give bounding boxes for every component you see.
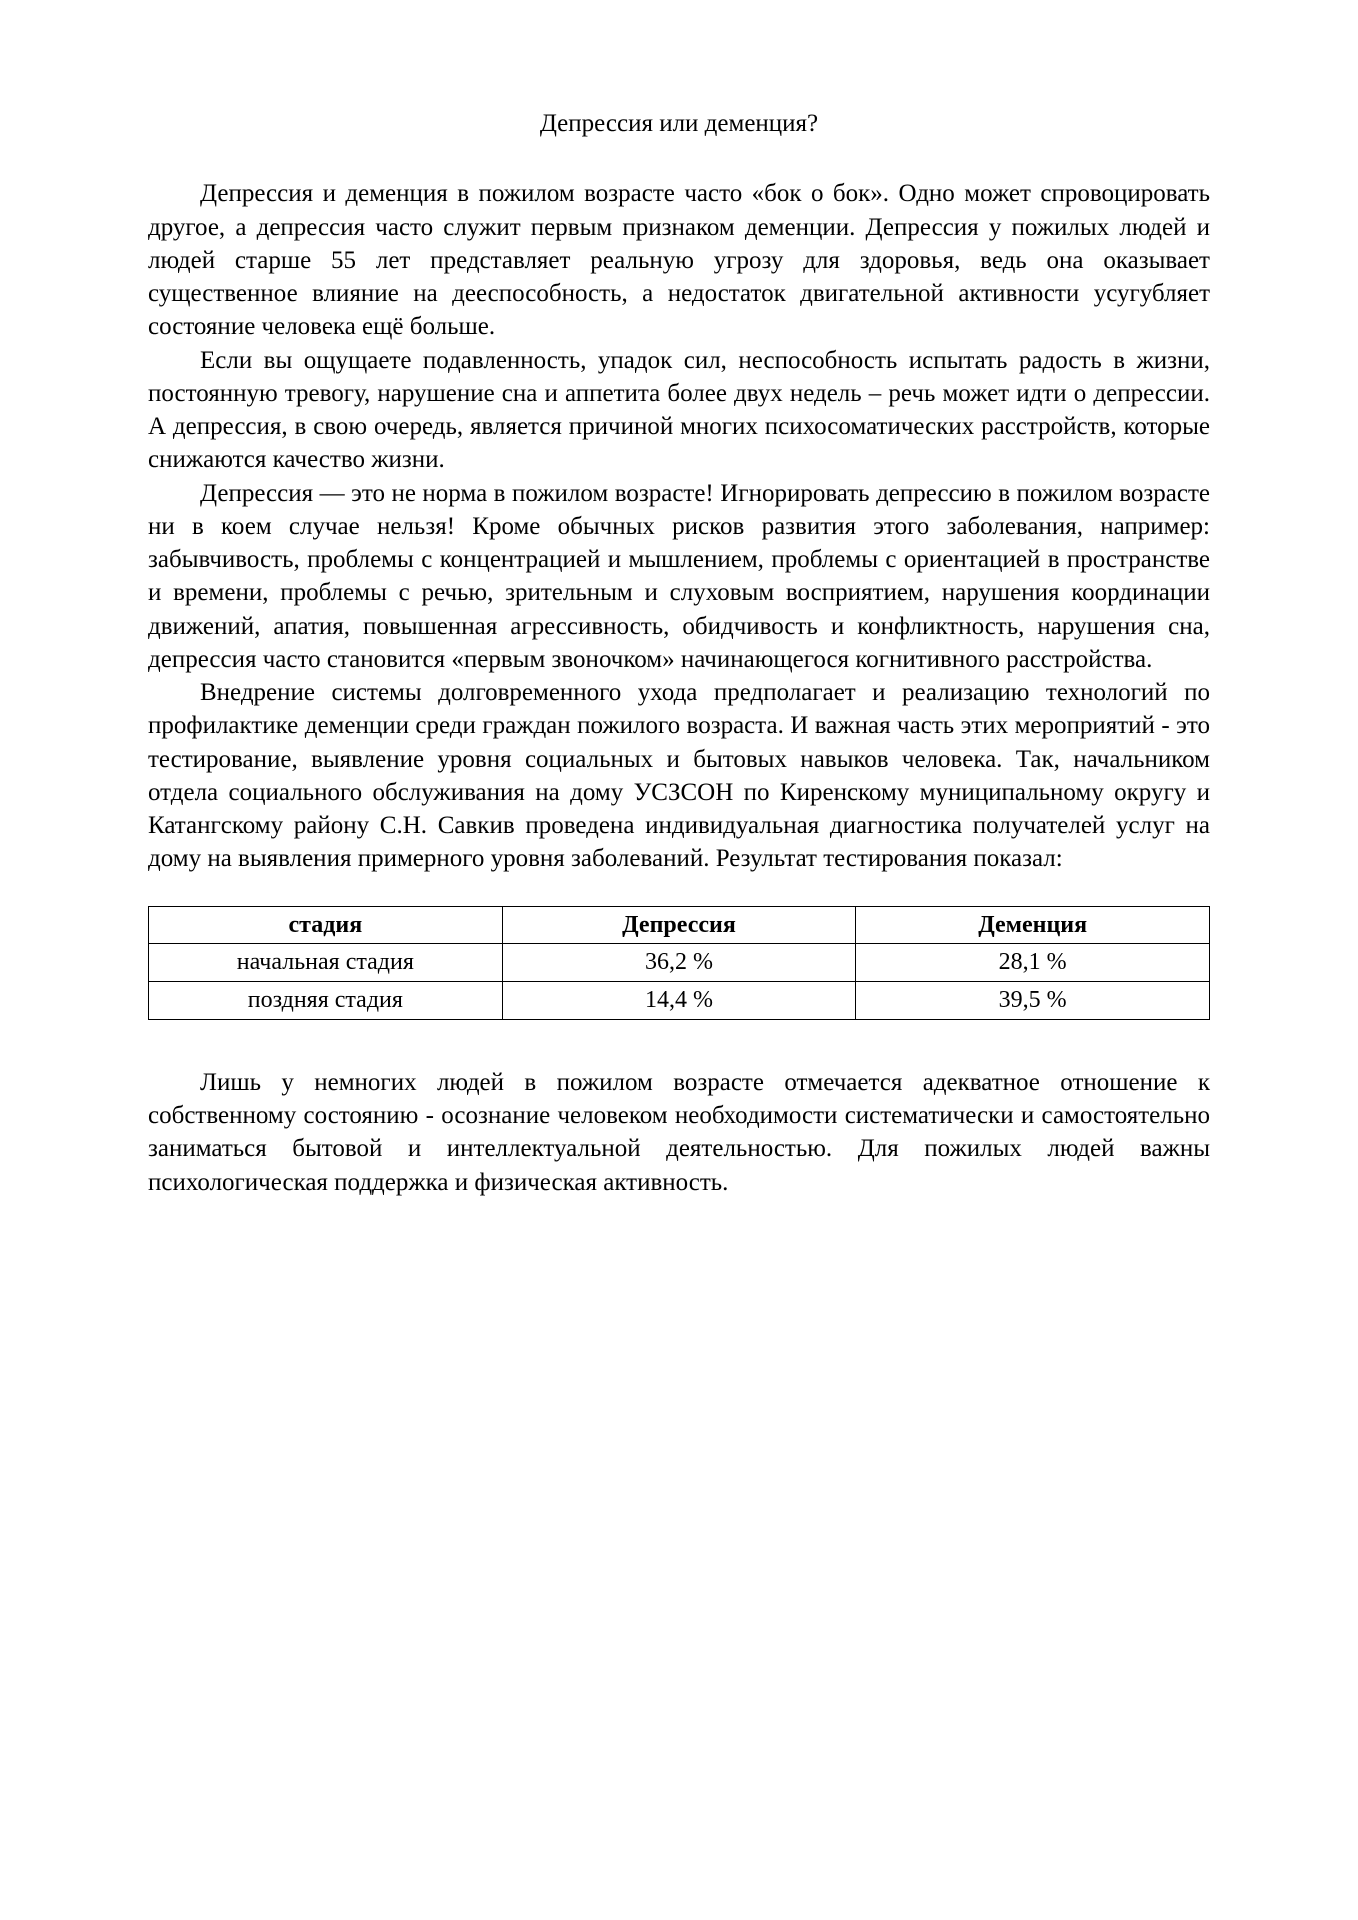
paragraph-2: Если вы ощущаете подавленность, упадок сил, неспособность испытать радость в жизни, постоянную тревогу, нарушение сна и аппетита более двух недель – речь может идти о депрессии. А депрессия, в свою очередь, является причиной многих психосоматических расстройств, которые снижаются качество жизни. bbox=[148, 346, 1210, 474]
table-header-row bbox=[149, 906, 1210, 944]
paragraph-1: Депрессия и деменция в пожилом возрасте часто «бок о бок». Одно может спровоцировать другое, а депрессия часто служит первым признаком деменции. Депрессия у пожилых людей и людей старше 55 лет представляет реальную угрозу для здоровья, ведь она оказывает существенное влияние на дееспособность, а недостаток двигательной активности усугубляет состояние человека ещё больше. bbox=[148, 180, 1210, 341]
table-spacer bbox=[148, 1020, 1210, 1066]
table-row bbox=[149, 982, 1210, 1020]
column-header-stage: стадия bbox=[149, 906, 503, 944]
column-header-depression: Депрессия bbox=[502, 906, 856, 944]
closing-paragraph: Лишь у немногих людей в пожилом возрасте отмечается адекватное отношение к собственному состоянию - осознание человеком необходимости систематически и самостоятельно заниматься бытовой и интеллектуальной деятельностью. Для пожилых людей важны психологическая поддержка и физическая активность. bbox=[148, 1068, 1210, 1196]
cell-depression-early: 36,2 % bbox=[502, 944, 856, 982]
cell-depression-late: 14,4 % bbox=[502, 982, 856, 1020]
cell-dementia-early: 28,1 % bbox=[856, 944, 1210, 982]
paragraph-4: Внедрение системы долговременного ухода предполагает и реализацию технологий по профилактике деменции среди граждан пожилого возраста. И важная часть этих мероприятий - это тестирование, выявление уровня социальных и бытовых навыков человека. Так, начальником отдела социального обслуживания на дому УСЗСОН по Киренскому муниципальному округу и Катангскому району С.Н. Савкив проведена индивидуальная диагностика получателей услуг на дому на выявления примерного уровня заболеваний. Результат тестирования показал: bbox=[148, 679, 1210, 873]
results-table bbox=[148, 906, 1210, 1020]
page-title: Депрессия или деменция? bbox=[539, 110, 819, 137]
paragraph-3: Депрессия — это не норма в пожилом возрасте! Игнорировать депрессию в пожилом возрасте ни в коем случае нельзя! Кроме обычных рисков развития этого заболевания, например: забывчивость, проблемы с концентрацией и мышлением, проблемы с ориентацией в пространстве и времени, проблемы с речью, зрительным и слуховым восприятием, нарушения координации движений, апатия, повышенная агрессивность, обидчивость и конфликтность, нарушения сна, депрессия часто становится «первым звоночком» начинающегося когнитивного расстройства. bbox=[148, 479, 1210, 673]
cell-stage-late: поздняя стадия bbox=[149, 982, 503, 1020]
table-row bbox=[149, 944, 1210, 982]
cell-dementia-late: 39,5 % bbox=[856, 982, 1210, 1020]
cell-stage-early: начальная стадия bbox=[149, 944, 503, 982]
column-header-dementia: Деменция bbox=[856, 906, 1210, 944]
